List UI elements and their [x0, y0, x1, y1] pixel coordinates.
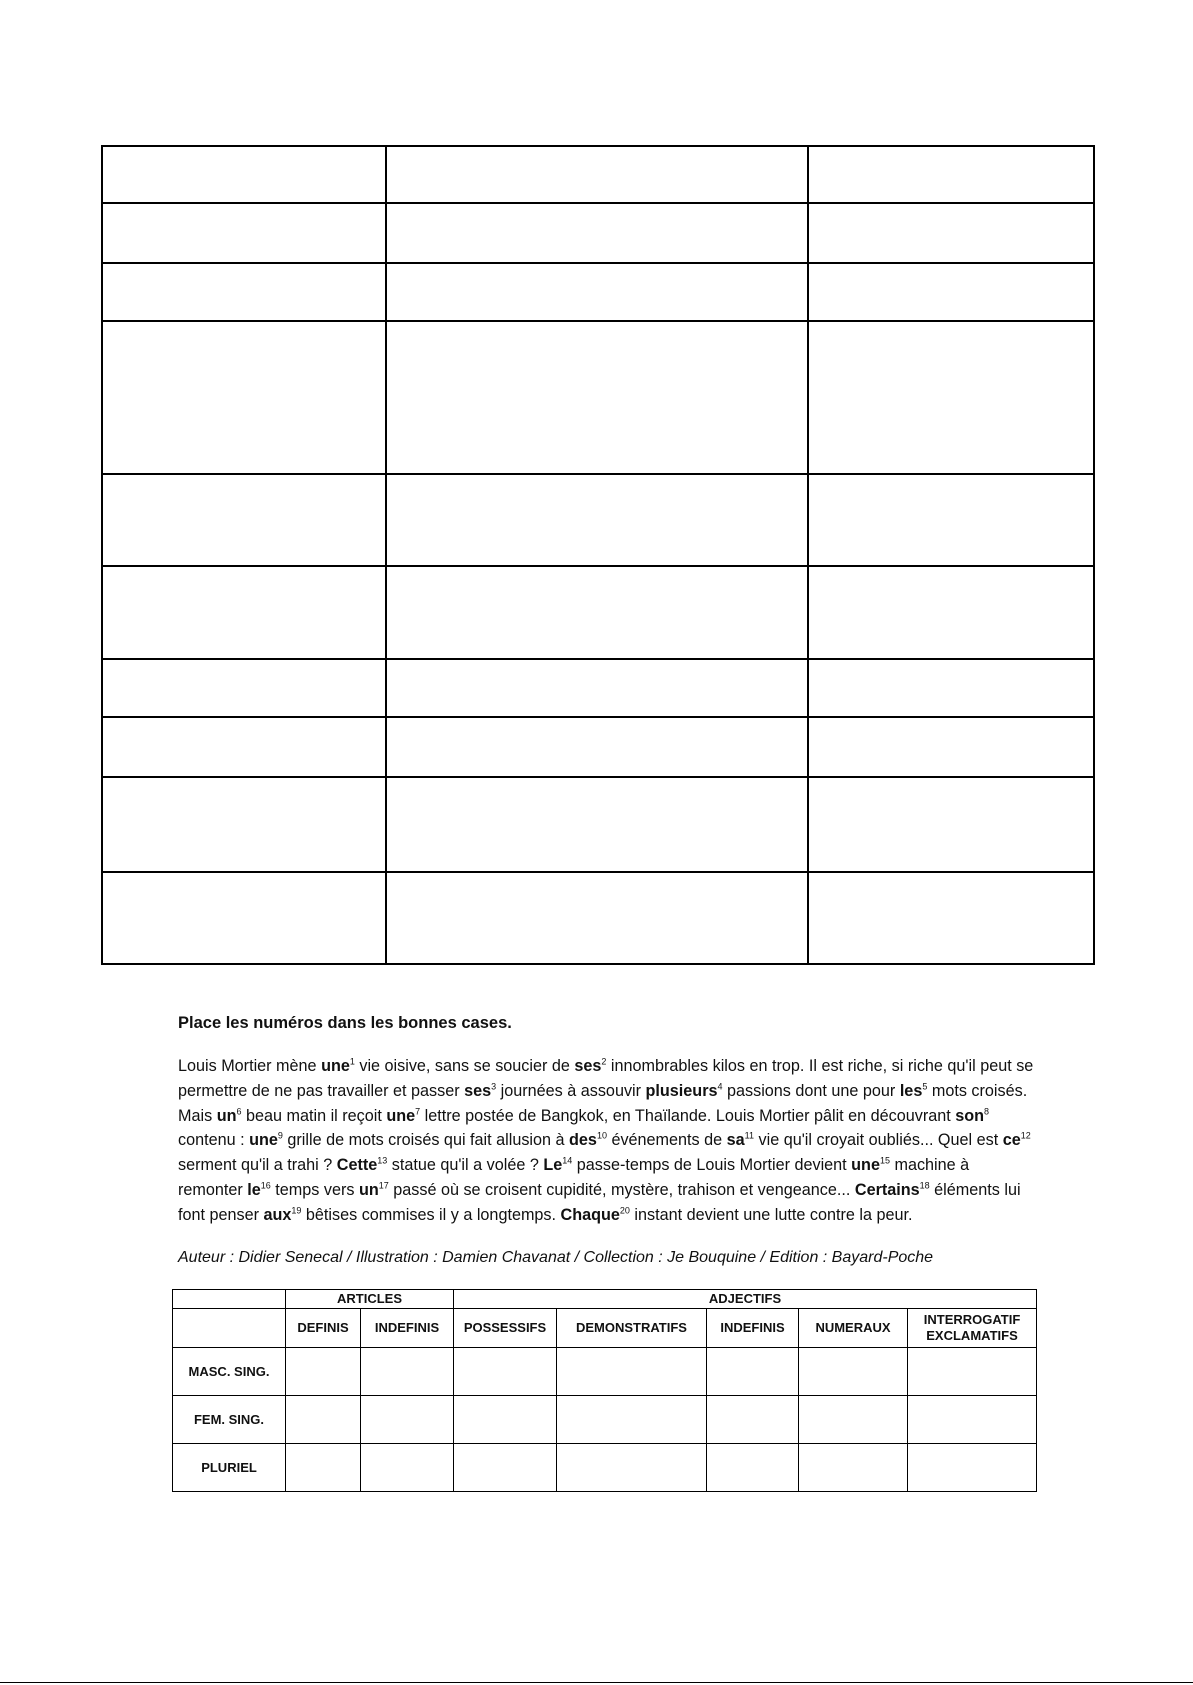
numbered-determiner: plusieurs	[645, 1081, 718, 1100]
answer-cell[interactable]	[361, 1444, 454, 1492]
numbered-determiner: ses	[574, 1057, 602, 1075]
grid-row	[102, 321, 1094, 473]
row-header: PLURIEL	[173, 1444, 286, 1492]
determiner-number: 2	[601, 1056, 607, 1067]
grid-row	[102, 777, 1094, 871]
numbered-determiner: des	[569, 1131, 597, 1150]
determiner-number: 4	[717, 1081, 723, 1092]
corner-cell-lower	[173, 1309, 286, 1348]
col-header: POSSESSIFS	[454, 1309, 557, 1348]
determiner-number: 11	[744, 1131, 754, 1141]
grid-cell[interactable]	[386, 321, 808, 473]
grid-row	[102, 146, 1094, 203]
grid-cell[interactable]	[102, 146, 386, 203]
answer-cell[interactable]	[286, 1444, 361, 1492]
determiner-number: 5	[922, 1081, 928, 1092]
col-header: INDEFINIS	[707, 1309, 799, 1348]
answer-cell[interactable]	[799, 1444, 908, 1492]
grid-cell[interactable]	[386, 566, 808, 659]
grid-cell[interactable]	[386, 263, 808, 321]
grid-cell[interactable]	[808, 566, 1094, 659]
group-header-adjectifs: ADJECTIFS	[454, 1290, 1037, 1309]
grid-row	[102, 474, 1094, 566]
grid-cell[interactable]	[386, 146, 808, 203]
grid-cell[interactable]	[386, 777, 808, 871]
bottom-rule	[0, 1682, 1193, 1683]
instruction-heading: Place les numéros dans les bonnes cases.	[178, 1014, 512, 1032]
determiner-number: 1	[349, 1056, 355, 1067]
group-header-articles: ARTICLES	[286, 1290, 454, 1309]
grid-cell[interactable]	[102, 872, 386, 964]
grid-cell[interactable]	[102, 321, 386, 473]
determiner-number: 6	[236, 1106, 242, 1117]
grid-cell[interactable]	[808, 777, 1094, 871]
numbered-determiner: le	[247, 1180, 261, 1199]
empty-answer-grid	[101, 145, 1095, 965]
credits-line: Auteur : Didier Senecal / Illustration : Damien Chavanat / Collection : Je Bouquine / Edition : Bayard-Poche	[178, 1249, 934, 1266]
grid-cell[interactable]	[102, 717, 386, 777]
grid-cell[interactable]	[386, 203, 808, 263]
grid-cell[interactable]	[102, 659, 386, 717]
answer-cell[interactable]	[707, 1348, 799, 1396]
answer-cell[interactable]	[557, 1396, 707, 1444]
numbered-determiner: une	[321, 1057, 350, 1075]
numbered-determiner: aux	[263, 1205, 292, 1224]
answer-cell[interactable]	[557, 1348, 707, 1396]
grid-cell[interactable]	[386, 659, 808, 717]
col-header: NUMERAUX	[799, 1309, 908, 1348]
determiner-number: 17	[378, 1180, 389, 1191]
answer-cell[interactable]	[908, 1444, 1037, 1492]
answer-cell[interactable]	[286, 1348, 361, 1396]
determiner-number: 19	[291, 1205, 302, 1216]
grid-cell[interactable]	[386, 717, 808, 777]
grid-cell[interactable]	[102, 203, 386, 263]
numbered-determiner: Le	[543, 1156, 563, 1175]
grid-cell[interactable]	[102, 263, 386, 321]
determiner-number: 8	[984, 1106, 990, 1117]
answer-cell[interactable]	[454, 1348, 557, 1396]
determiner-number: 12	[1020, 1131, 1031, 1141]
numbered-determiner: une	[249, 1131, 278, 1150]
determiner-number: 14	[562, 1155, 573, 1166]
grid-cell[interactable]	[808, 321, 1094, 473]
numbered-determiner: une	[851, 1156, 880, 1175]
grid-row	[102, 566, 1094, 659]
numbered-determiner: Cette	[336, 1156, 378, 1175]
col-header: INTERROGATIF EXCLAMATIFS	[908, 1309, 1037, 1348]
grid-cell[interactable]	[808, 263, 1094, 321]
answer-cell[interactable]	[707, 1444, 799, 1492]
answer-cell[interactable]	[454, 1444, 557, 1492]
answer-cell[interactable]	[557, 1444, 707, 1492]
col-header: DEMONSTRATIFS	[557, 1309, 707, 1348]
row-header: FEM. SING.	[173, 1396, 286, 1444]
answer-cell[interactable]	[799, 1348, 908, 1396]
grid-cell[interactable]	[808, 717, 1094, 777]
answer-cell[interactable]	[707, 1396, 799, 1444]
answer-cell[interactable]	[361, 1348, 454, 1396]
determiner-number: 10	[596, 1131, 607, 1141]
grid-row	[102, 203, 1094, 263]
grid-row	[102, 263, 1094, 321]
numbered-determiner: Certains	[854, 1180, 920, 1199]
answer-cell[interactable]	[908, 1348, 1037, 1396]
col-header: DEFINIS	[286, 1309, 361, 1348]
grid-row	[102, 659, 1094, 717]
grid-cell[interactable]	[386, 872, 808, 964]
grid-cell[interactable]	[808, 474, 1094, 566]
row-header: MASC. SING.	[173, 1348, 286, 1396]
determiner-number: 9	[277, 1131, 283, 1141]
numbered-determiner: une	[386, 1106, 416, 1125]
numbered-determiner: ses	[464, 1081, 492, 1100]
numbered-determiner: un	[358, 1180, 379, 1199]
answer-cell[interactable]	[361, 1396, 454, 1444]
grid-cell[interactable]	[808, 146, 1094, 203]
grid-cell[interactable]	[808, 872, 1094, 964]
numbered-determiner: ce	[1002, 1131, 1021, 1150]
answer-cell[interactable]	[286, 1396, 361, 1444]
numbered-determiner: les	[899, 1081, 923, 1100]
determiner-number: 15	[879, 1155, 890, 1166]
numbered-determiner: son	[955, 1106, 985, 1125]
corner-cell	[173, 1290, 286, 1309]
classification-table	[172, 1289, 1037, 1492]
grid-row	[102, 717, 1094, 777]
determiner-number: 3	[491, 1081, 497, 1092]
grid-cell[interactable]	[386, 474, 808, 566]
col-header: INDEFINIS	[361, 1309, 454, 1348]
answer-cell[interactable]	[799, 1396, 908, 1444]
grid-cell[interactable]	[808, 203, 1094, 263]
determiner-number: 20	[619, 1205, 630, 1216]
grid-row	[102, 872, 1094, 964]
answer-cell[interactable]	[908, 1396, 1037, 1444]
grid-cell[interactable]	[102, 474, 386, 566]
grid-cell[interactable]	[102, 566, 386, 659]
determiner-number: 16	[260, 1180, 271, 1191]
grid-cell[interactable]	[102, 777, 386, 871]
answer-cell[interactable]	[454, 1396, 557, 1444]
grid-cell[interactable]	[808, 659, 1094, 717]
determiner-number: 18	[919, 1180, 930, 1191]
numbered-determiner: un	[216, 1106, 237, 1125]
story-passage: Louis Mortier mène une$^1$ vie oisive, sans se soucier de ses$^2$ innombrables kilos en trop. Il est riche, si riche qu'il peut se permettre de ne pas travailler et passer ses$^3$ journées à assouvir plusieurs$^4$ passions dont une pour les$^5$ mots croisés. Mais $un^6$ beau matin il reçoit une$^7$ lettre postée de Bangkok, en Thaïlande. Louis Mortier pâlit en découvrant son$^8$ contenu : une$^9$ grille de mots croisés qui fait allusion à des$^{10}$ événements de $sa^{11}$ vie qu'il croyait oubliés... Quel est $ce^{12}$ serment qu'il a trahi ? Cette$^{13}$ statue qu'il a volée ? Le$^{14}$ passe-temps de Louis Mortier devient une$^{15}$ machine à remonter $le^{16}$ temps vers $un^{17}$ passé où se croisent cupidité, mystère, trahison et vengeance... Certains$^{18}$ éléments lui font penser aux$^{19}$ bêtises commises il y a longtemps. Chaque$^{20}$ instant devient une lutte contre la peur.	[178, 1056, 1034, 1224]
numbered-determiner: Chaque	[560, 1205, 620, 1224]
determiner-number: 13	[377, 1155, 388, 1166]
numbered-determiner: sa	[726, 1131, 745, 1150]
determiner-number: 7	[415, 1106, 421, 1117]
